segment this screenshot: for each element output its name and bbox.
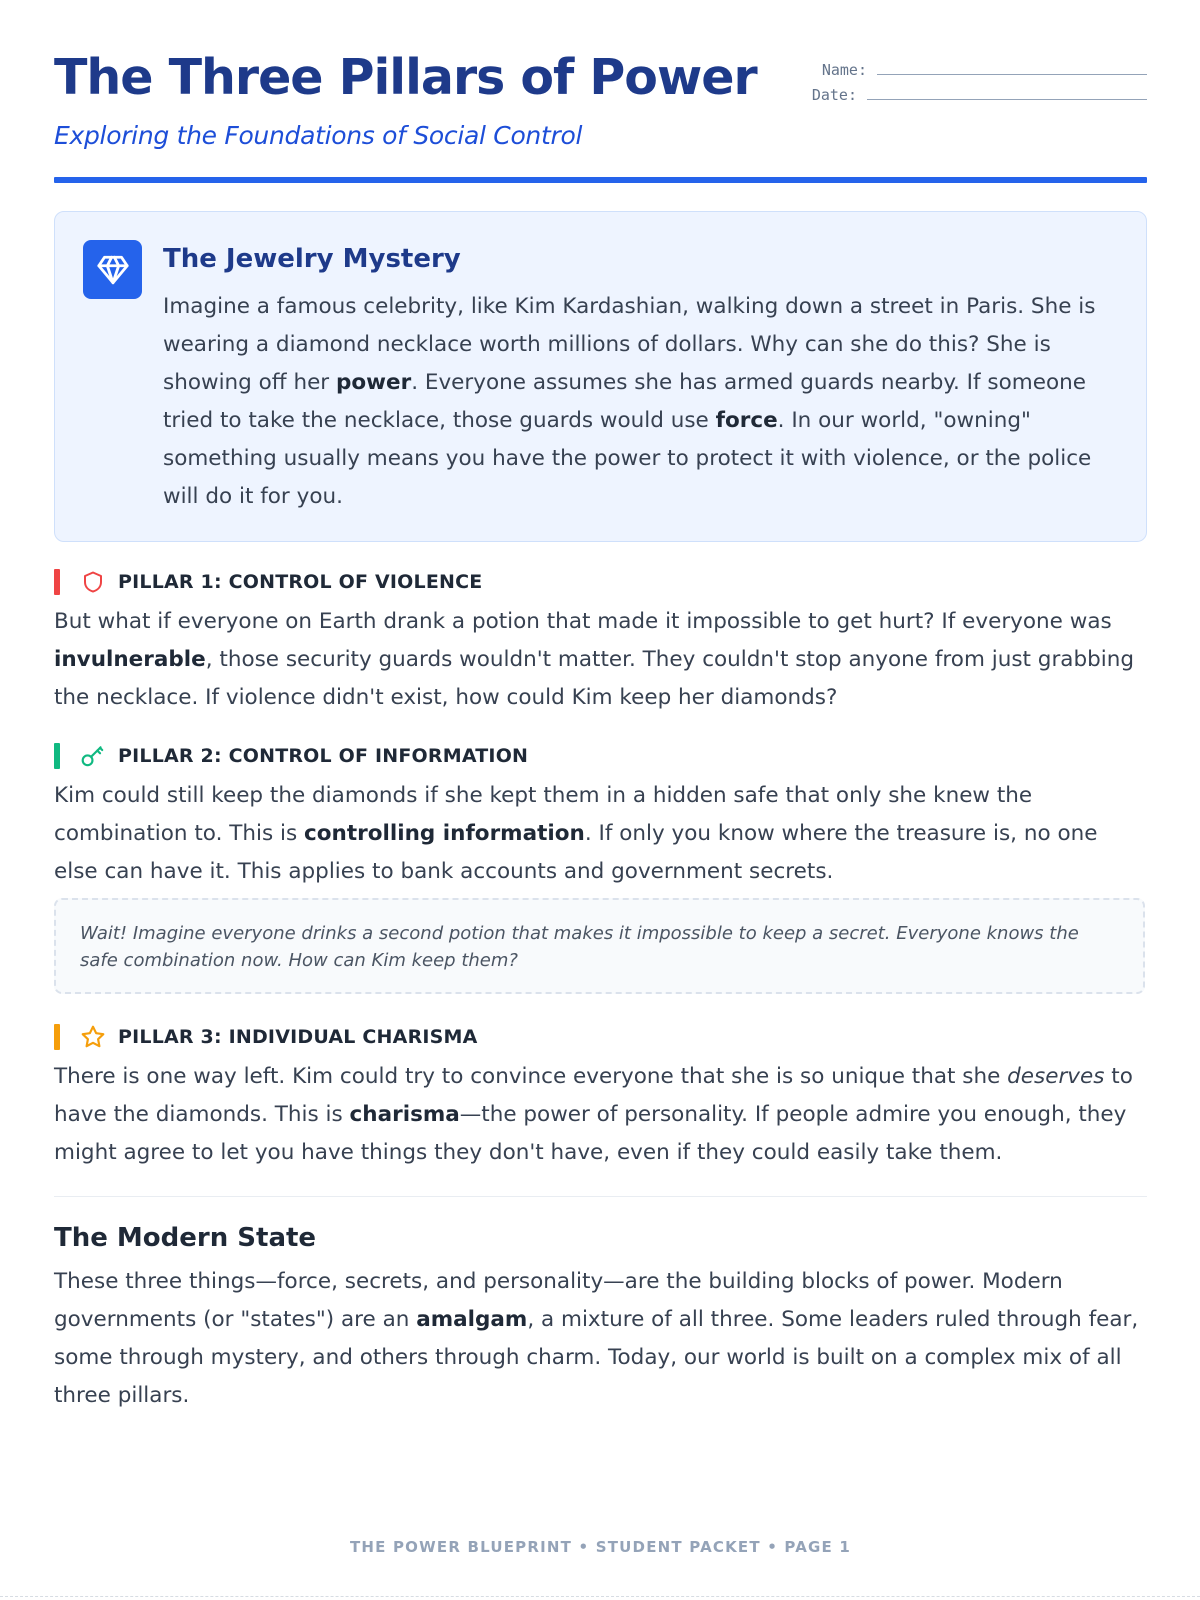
header-rule — [54, 177, 1147, 183]
page-header — [54, 40, 1147, 185]
page-title: The Three Pillars of Power — [54, 49, 757, 106]
pillar-1-text-part: , those security guards wouldn't matter. They couldn't stop anyone from just grabbing the necklace. If violence didn't exist, how could Kim keep her diamonds? — [54, 647, 1134, 710]
pillar-1-accent-bar — [54, 569, 60, 595]
pillar-1-text-part: But what if everyone on Earth drank a potion that made it impossible to get hurt? If everyone was — [54, 609, 1112, 634]
name-label: Name: — [821, 61, 867, 79]
keyword-invulnerable: invulnerable — [54, 647, 206, 672]
name-row — [807, 54, 1147, 79]
section-divider — [54, 1196, 1147, 1197]
pillar-2-heading — [54, 743, 528, 769]
pillar-2-text — [54, 777, 1147, 891]
key-icon — [80, 743, 106, 769]
mystery-text: . In our world, "owning" something usually means you have the power to protect it with violence, or the police will do it for you. — [163, 408, 1092, 509]
keyword-charisma: charisma — [349, 1102, 460, 1127]
modern-state-text — [54, 1263, 1147, 1415]
date-line[interactable] — [867, 85, 1147, 100]
pillar-3-text-part: There is one way left. Kim could try to convince everyone that she is so unique that she — [54, 1064, 1008, 1089]
diamond-icon — [83, 240, 142, 299]
mystery-body — [163, 288, 1123, 516]
keyword-amalgam: amalgam — [416, 1307, 528, 1332]
pillar-3-title: PILLAR 3: INDIVIDUAL CHARISMA — [118, 1026, 478, 1048]
mystery-text: Imagine a famous celebrity, like Kim Kardashian, walking down a street in Paris. She is wearing a diamond necklace worth millions of dollars. Why can she do this? She is showing off her — [163, 294, 1096, 395]
modern-state-text-part: These three things—force, secrets, and personality—are the building blocks of power. Modern governments (or "states") are an — [54, 1269, 1063, 1332]
pillar-2-text-part: . If only you know where the treasure is, no one else can have it. This applies to bank accounts and government secrets. — [54, 821, 1098, 884]
date-row — [807, 79, 1147, 104]
name-date-block — [807, 54, 1147, 104]
pillar-1-title: PILLAR 1: CONTROL OF VIOLENCE — [118, 571, 483, 593]
modern-state-text-part: , a mixture of all three. Some leaders ruled through fear, some through mystery, and others through charm. Today, our world is built on a complex mix of all three pillars. — [54, 1307, 1139, 1408]
pillar-3-heading — [54, 1024, 478, 1050]
keyword-controlling-information: controlling information — [304, 821, 585, 846]
pillar-3-text — [54, 1058, 1147, 1172]
pillar-2-text-part: Kim could still keep the diamonds if she kept them in a hidden safe that only she knew the combination to. This is — [54, 783, 1033, 846]
keyword-deserves: deserves — [1007, 1064, 1105, 1089]
page-subtitle: Exploring the Foundations of Social Control — [54, 121, 583, 150]
worksheet-page — [54, 0, 1147, 1600]
callout-text: Wait! Imagine everyone drinks a second potion that makes it impossible to keep a secret. Everyone knows the safe combination now. How can Kim keep them? — [80, 923, 1079, 971]
mystery-text: . Everyone assumes she has armed guards nearby. If someone tried to take the necklace, those guards would use — [163, 370, 1086, 433]
pillar-3-text-part: to have the diamonds. This is — [54, 1064, 1133, 1127]
shield-icon — [80, 569, 106, 595]
page-footer: THE POWER BLUEPRINT • STUDENT PACKET • PAGE 1 — [349, 1538, 852, 1556]
pillar-2-accent-bar — [54, 743, 60, 769]
mystery-keyword-power: power — [335, 370, 412, 395]
mystery-keyword-force: force — [715, 408, 778, 433]
name-line[interactable] — [877, 60, 1147, 75]
star-icon — [80, 1024, 106, 1050]
page-cut-line — [0, 1596, 1200, 1597]
pillar-1-heading — [54, 569, 482, 595]
mystery-title: The Jewelry Mystery — [163, 244, 461, 274]
pillar-1-text — [54, 603, 1147, 717]
jewelry-mystery-box — [54, 211, 1147, 542]
date-label: Date: — [811, 86, 857, 104]
modern-state-title: The Modern State — [54, 1223, 317, 1253]
pillar-3-accent-bar — [54, 1024, 60, 1050]
pillar-2-title: PILLAR 2: CONTROL OF INFORMATION — [118, 745, 529, 767]
second-potion-callout — [54, 898, 1145, 994]
pillar-3-text-part: —the power of personality. If people admire you enough, they might agree to let you have things they don't have, even if they could easily take them. — [54, 1102, 1127, 1165]
